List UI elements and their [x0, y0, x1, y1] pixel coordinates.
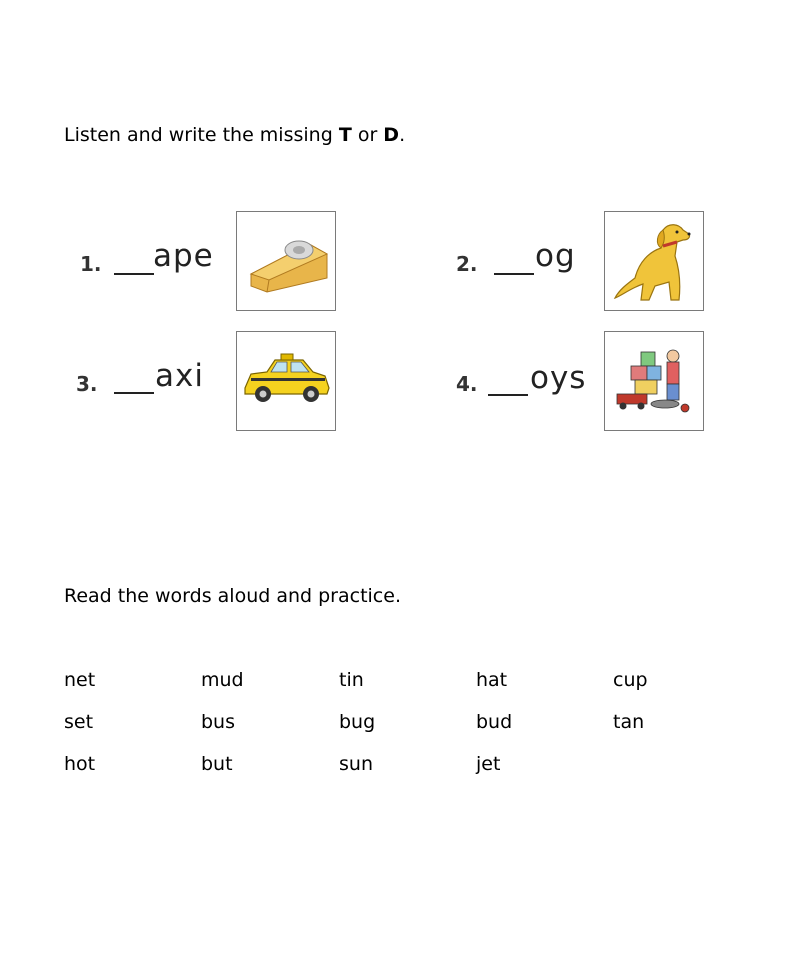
dog-icon: [605, 212, 703, 310]
letter-t: T: [338, 124, 352, 146]
toys-icon: [605, 332, 703, 430]
tape-dispenser-icon: [237, 212, 335, 310]
item-1-number: 1.: [80, 252, 102, 276]
instruction-missing-letter: [64, 124, 405, 146]
item-2-number: 2.: [456, 252, 478, 276]
item-4-number: 4.: [456, 372, 478, 396]
word-jet: jet: [476, 753, 501, 775]
dog-image: [604, 211, 704, 311]
word-net: net: [64, 669, 96, 691]
period: .: [399, 124, 406, 146]
word-hat: hat: [476, 669, 508, 691]
word-tan: tan: [613, 711, 645, 733]
item-2-fragment: og: [535, 238, 576, 274]
word-bus: bus: [201, 711, 236, 733]
or-text: or: [351, 124, 384, 146]
word-mud: mud: [201, 669, 244, 691]
word-sun: sun: [339, 753, 373, 775]
item-3-blank[interactable]: [114, 392, 154, 394]
word-set: set: [64, 711, 94, 733]
item-4-blank[interactable]: [488, 394, 528, 396]
taxi-icon: [237, 332, 335, 430]
tape-dispenser-image: [236, 211, 336, 311]
word-cup: cup: [613, 669, 648, 691]
word-tin: tin: [339, 669, 364, 691]
word-but: but: [201, 753, 233, 775]
item-1-blank[interactable]: [114, 273, 154, 275]
item-2-blank[interactable]: [494, 273, 534, 275]
taxi-image: [236, 331, 336, 431]
toys-image: [604, 331, 704, 431]
item-4-fragment: oys: [530, 360, 587, 396]
instruction-text: Listen and write the missing: [64, 124, 339, 146]
letter-d: D: [383, 124, 400, 146]
item-1-fragment: ape: [153, 238, 214, 274]
item-3-number: 3.: [76, 372, 98, 396]
instruction-read-aloud: Read the words aloud and practice.: [64, 585, 401, 607]
item-3-fragment: axi: [155, 358, 204, 394]
word-hot: hot: [64, 753, 96, 775]
word-bug: bug: [339, 711, 376, 733]
word-bud: bud: [476, 711, 513, 733]
